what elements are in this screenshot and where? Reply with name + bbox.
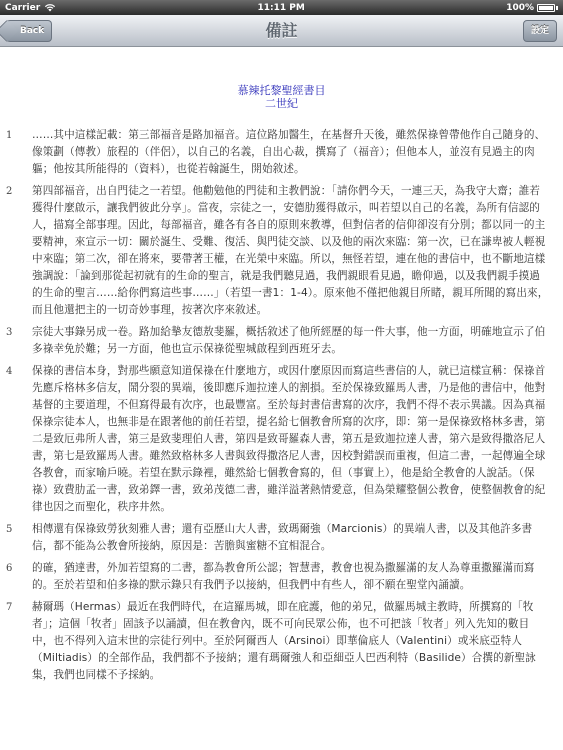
note-item — [0, 560, 563, 594]
status-left — [5, 3, 56, 13]
note-number: 7 — [6, 602, 13, 613]
note-text: ……其中這樣記載：第三部福音是路加福音。這位路加醫生，在基督升天後，雖然保祿曾帶他作自己隨身的、像策劃（傳教）旅程的（伴侶），以自己的名義，自出心裁，撰寫了（福音）；但他本人，並沒有見過主的肉軀；他按其所能得的（資料），也從若翰誕生，開始敘述。 — [32, 129, 546, 175]
page-title: 備註 — [265, 21, 298, 40]
back-button-label: Back — [20, 26, 45, 36]
note-item — [0, 599, 563, 684]
note-item — [0, 183, 563, 319]
battery-percent: 100% — [506, 2, 534, 13]
back-button[interactable] — [6, 20, 52, 42]
document-subtitle: 二世紀 — [265, 97, 298, 110]
note-item — [0, 324, 563, 358]
battery-tip — [556, 6, 558, 10]
note-text: 第四部福音，出自門徒之一若望。他勸勉他的門徒和主教們說：「請你們今天，一連三天，為我守大齋；誰若獲得什麼啟示，讓我們彼此分享」。當夜，宗徒之一，安德肋獲得啟示，叫若望以自己的名義，為所有信認的人，描寫全部事理。因此，每部福音，雖各有各自的原則來教導，但對信者的信仰卻沒有分別；都以同一的主要精神，來宣示一切：關於誕生、受難、復活、與門徒交談、以及他的兩次來臨：第一次，已在謙卑被人輕視中來臨；第二次，卻在將來，要帶著王權，在光榮中來臨。所以，無怪若望，連在他的書信中，也不斷地這樣強調說：「論到那從起初就有的生命的聖言，就是我們聽見過，我們親眼看見過，瞻仰過，以及我們親手摸過的生命的聖言……給你們寫這些事……」（若望一書1：1-4）。原來他不僅把他親目所睹，親耳所聞的寫出來，而且他還把主的一切奇妙事理，按著次序來敘述。 — [32, 185, 549, 316]
battery-icon — [537, 4, 555, 12]
battery-indicator — [506, 3, 558, 13]
note-number: 5 — [6, 524, 13, 535]
status-bar — [0, 0, 563, 15]
note-item — [0, 521, 563, 555]
notes-content[interactable] — [0, 47, 563, 750]
notes-list — [0, 127, 563, 689]
note-number: 2 — [6, 186, 13, 197]
note-text: 宗徒大事錄另成一卷。路加給摯友德敖斐羅，概括敘述了他所經歷的每一件大事，他一方面，明確地宣示了伯多祿幸免於難；另一方面，他也宣示保祿從聖城啟程到西班牙去。 — [32, 326, 546, 355]
navigation-bar — [0, 15, 563, 47]
carrier-label: Carrier — [5, 2, 41, 13]
note-item — [0, 363, 563, 516]
document-heading — [0, 84, 563, 110]
note-number: 3 — [6, 327, 13, 338]
note-number: 4 — [6, 366, 13, 377]
settings-button[interactable]: 設定 — [523, 20, 557, 42]
document-title: 慕辣托黎聖經書目 — [237, 84, 326, 97]
wifi-icon — [44, 3, 56, 12]
note-text: 相傳還有保祿致勞狄刻雅人書；還有亞歷山大人書，致瑪爾強（Marcionis）的異端人書，以及其他許多書信，都不能為公教會所接納，原因是：苦膽與蜜糖不宜相混合。 — [32, 523, 533, 552]
note-item — [0, 127, 563, 178]
note-text: 的確，猶達書，外加若望寫的二書，都為教會所公認；智慧書，教會也視為撒羅滿的友人為尊重撒羅滿而寫的。至於若望和伯多祿的默示錄只有我們予以接納，但我們中有些人，卻不願在聖堂內誦讀。 — [32, 562, 535, 591]
note-text: 保祿的書信本身，對那些願意知道保祿在什麼地方，或因什麼原因而寫這些書信的人，就已這樣宣稱：保祿首先應斥格林多信友，鬧分裂的異端，後即應斥迦拉達人的割損。至於保祿致羅馬人書，乃是他的書信中，他對基督的主要道理，不但寫得最有次序，也最豐富。至於每封書信書寫的次序，我們不得不表示異議。因為真福保祿宗徒本人，也無非是在跟著他的前任若望，提名給七個教會所寫的次序，即：第一是保祿致格林多書，第二是致厄弗所人書，第三是致斐理伯人書，第四是致哥羅森人書，第五是致迦拉達人書，第六是致得撒洛尼人書，第七是致羅馬人書。雖然致格林多人書與致得撒洛尼人書，因校對錯誤而重複，但這二書，一起傳遍全球各教會，而家喻戶曉。若望在默示錄裡，雖然給七個教會寫的，但（事實上），他是給全教會的人說話。（保祿）致費肋孟一書，致弟鐸一書，致弟茂德二書，雖洋溢著熱情愛意，但為榮耀整個公教會，使整個教會的紀律也因之而聖化，秩序井然。 — [32, 365, 546, 513]
note-number: 1 — [6, 130, 13, 141]
status-time: 11:11 PM — [257, 2, 305, 13]
note-number: 6 — [6, 563, 13, 574]
note-text: 赫爾瑪（Hermas）最近在我們時代，在這羅馬城，即在庇護，他的弟兄，做羅馬城主教時，所撰寫的「牧者」；這個「牧者」固該予以誦讀，但在教會內，既不可向民眾公佈，也不可把該「牧者」列入先知的數目中，也不得列入這末世的宗徒行列中。至於阿爾西人（Arsinoi）即華倫底人（Valentini）或米底亞特人（Miltiadis）的全部作品，我們都不予接納；還有瑪爾強人和亞細亞人巴西利特（Basilide）合撰的新聖詠集，我們也同樣不予採納。 — [32, 601, 536, 681]
